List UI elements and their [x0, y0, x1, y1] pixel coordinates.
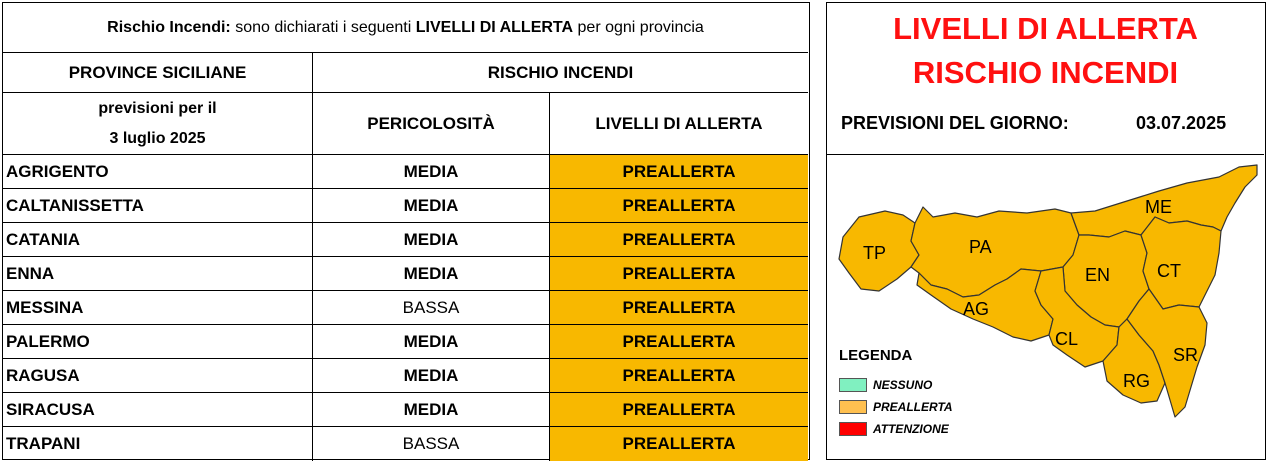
header-bold-mid: LIVELLI DI ALLERTA — [415, 18, 574, 36]
pericolosita-value: BASSA — [312, 291, 549, 324]
col-pericolosita: PERICOLOSITÀ — [312, 93, 549, 154]
province-name: CALTANISSETTA — [6, 195, 144, 215]
pericolosita-value: MEDIA — [312, 393, 549, 426]
livello-value: PREALLERTA — [549, 223, 808, 256]
col-previsioni — [3, 93, 312, 154]
table-row — [3, 155, 808, 189]
map-label-en: EN — [1085, 265, 1111, 285]
livello-value: PREALLERTA — [549, 359, 808, 392]
subheader-row — [3, 93, 808, 155]
legend-swatch — [839, 400, 867, 414]
map-label-pa: PA — [969, 237, 992, 257]
header-middle: sono dichiarati i seguenti — [230, 18, 416, 36]
map-label-rg: RG — [1123, 371, 1150, 391]
map-label-ag: AG — [963, 299, 990, 319]
province-name: SIRACUSA — [6, 399, 95, 419]
table-header-row — [3, 3, 808, 53]
pericolosita-value: MEDIA — [312, 155, 549, 188]
pericolosita-value: MEDIA — [312, 223, 549, 256]
legend-title: LEGENDA — [839, 347, 913, 364]
previsioni-date: 03.07.2025 — [1136, 113, 1227, 133]
province-name: AGRIGENTO — [6, 161, 109, 181]
pericolosita-value: MEDIA — [312, 325, 549, 358]
table-row — [3, 393, 808, 427]
legend-label: ATTENZIONE — [873, 422, 949, 436]
livello-value: PREALLERTA — [549, 189, 808, 222]
panel-title-line2: RISCHIO INCENDI — [912, 55, 1179, 90]
header-suffix: per ogni provincia — [573, 18, 704, 36]
province-name: CATANIA — [6, 229, 80, 249]
livello-value: PREALLERTA — [549, 257, 808, 290]
province-name: PALERMO — [6, 331, 90, 351]
pericolosita-value: MEDIA — [312, 257, 549, 290]
table-row — [3, 223, 808, 257]
previsioni-line2: 3 luglio 2025 — [109, 129, 206, 147]
previsioni-line1: previsioni per il — [98, 99, 217, 117]
legend-swatch — [839, 378, 867, 392]
pericolosita-value: MEDIA — [312, 189, 549, 222]
table-row — [3, 189, 808, 223]
legend-item — [839, 421, 949, 437]
header-bold-prefix: Rischio Incendi: — [107, 18, 231, 36]
alert-table — [2, 2, 810, 460]
legend-label: NESSUNO — [873, 378, 933, 392]
col-province: PROVINCE SICILIANE — [68, 62, 247, 82]
previsioni-label: PREVISIONI DEL GIORNO: — [841, 113, 1069, 133]
panel-title-line1: LIVELLI DI ALLERTA — [893, 11, 1198, 46]
map-label-ct: CT — [1157, 261, 1181, 281]
pericolosita-value: MEDIA — [312, 359, 549, 392]
column-header-row — [3, 53, 808, 93]
legend-item — [839, 377, 932, 393]
map-label-tp: TP — [863, 243, 887, 263]
livello-value: PREALLERTA — [549, 427, 808, 461]
livello-value: PREALLERTA — [549, 393, 808, 426]
alert-panel — [826, 2, 1266, 460]
table-row — [3, 359, 808, 393]
col-rischio: RISCHIO INCENDI — [312, 53, 808, 92]
province-name: RAGUSA — [6, 365, 80, 385]
livello-value: PREALLERTA — [549, 155, 808, 188]
map-label-sr: SR — [1173, 345, 1199, 365]
panel-title-box — [827, 3, 1264, 155]
province-name: MESSINA — [6, 297, 84, 317]
table-row — [3, 427, 808, 461]
livello-value: PREALLERTA — [549, 291, 808, 324]
table-row — [3, 257, 808, 291]
province-name: TRAPANI — [6, 434, 81, 453]
map-label-me: ME — [1145, 197, 1172, 217]
table-row — [3, 291, 808, 325]
header-sentence — [3, 3, 808, 52]
pericolosita-value: BASSA — [312, 427, 549, 461]
legend-swatch — [839, 422, 867, 436]
legend-label: PREALLERTA — [873, 400, 953, 414]
map-label-cl: CL — [1055, 329, 1079, 349]
livello-value: PREALLERTA — [549, 325, 808, 358]
province-name: ENNA — [6, 263, 55, 283]
table-row — [3, 325, 808, 359]
legend-item — [839, 399, 953, 415]
col-livelli: LIVELLI DI ALLERTA — [549, 93, 808, 154]
